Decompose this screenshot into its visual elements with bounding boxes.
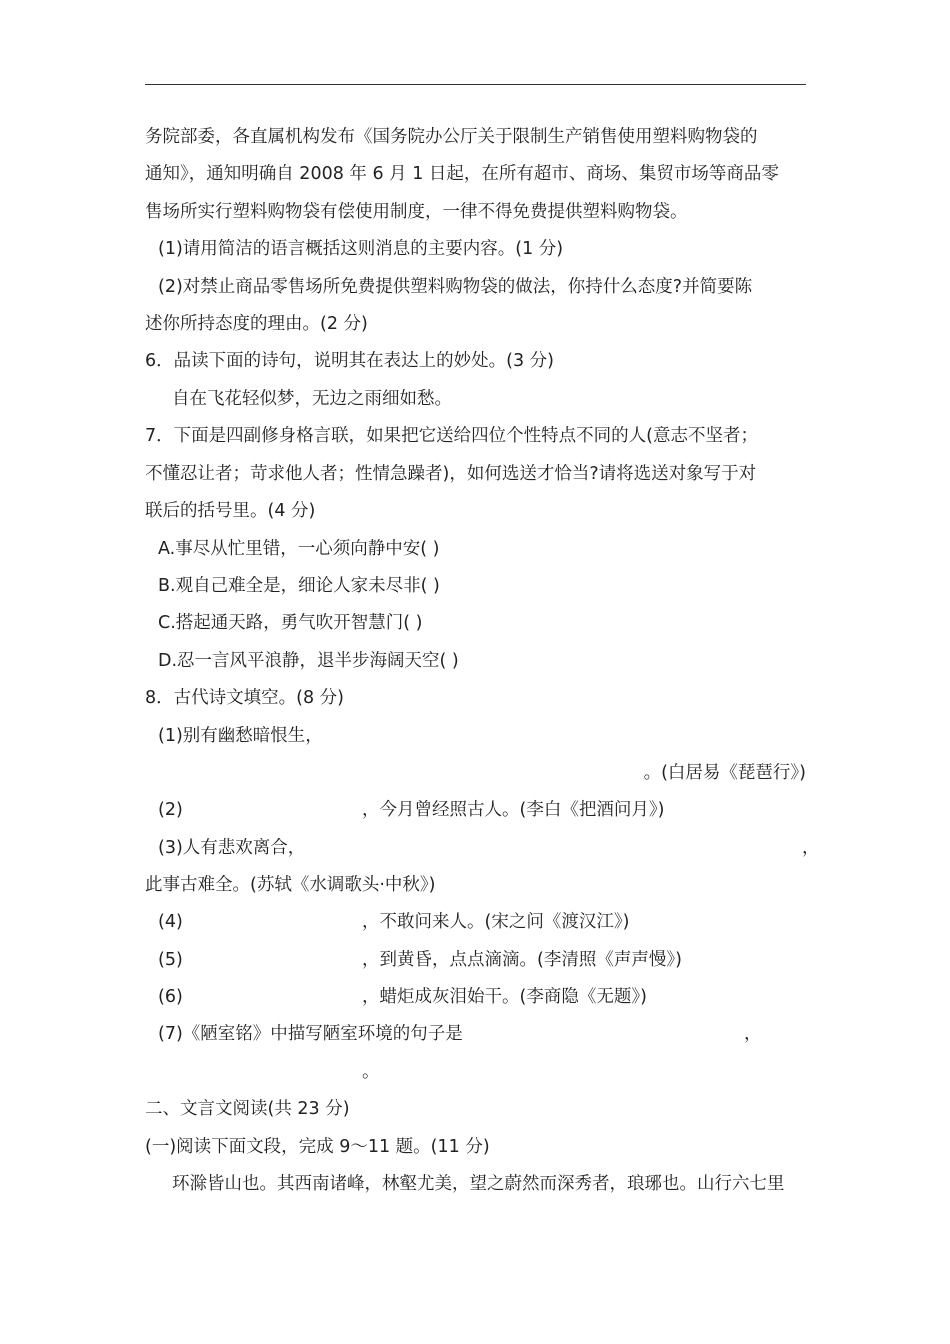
option-d: D.忍一言风平浪静，退半步海阔天空( ) xyxy=(158,651,459,671)
question-8: 8．古代诗文填空。(8 分) xyxy=(145,688,344,708)
question-7-cont: 联后的括号里。(4 分) xyxy=(145,501,316,521)
option-b: B.观自己难全是，细论人家未尽非( ) xyxy=(158,576,440,596)
question-7-cont: 不懂忍让者；苛求他人者；性情急躁者)，如何选送才恰当?请将选送对象写于对 xyxy=(145,464,757,484)
question-8-3-cont: 此事古难全。(苏轼《水调歌头·中秋》) xyxy=(145,875,436,895)
question-8-5-text: ，到黄昏，点点滴滴。(李清照《声声慢》) xyxy=(362,950,682,970)
question-5-1: (1)请用简洁的语言概括这则消息的主要内容。(1 分) xyxy=(158,239,564,259)
header-rule xyxy=(145,84,806,85)
question-8-1-source: 。(白居易《琵琶行》) xyxy=(643,763,806,783)
question-5-2-cont: 述你所持态度的理由。(2 分) xyxy=(145,314,368,334)
question-8-3: (3)人有悲欢离合， xyxy=(158,838,306,858)
paragraph-line: 通知》，通知明确自 2008 年 6 月 1 日起，在所有超市、商场、集贸市场等商品零 xyxy=(145,164,779,184)
question-8-3-comma: ， xyxy=(802,838,820,858)
paragraph-line: 售场所实行塑料购物袋有偿使用制度，一律不得免费提供塑料购物袋。 xyxy=(145,202,688,222)
section-heading: 二、文言文阅读(共 23 分) xyxy=(145,1099,350,1119)
question-6: 6．品读下面的诗句，说明其在表达上的妙处。(3 分) xyxy=(145,351,554,371)
passage-line: 环滁皆山也。其西南诸峰，林壑尤美，望之蔚然而深秀者，琅琊也。山行六七里 xyxy=(172,1174,785,1194)
option-c: C.搭起通天路，勇气吹开智慧门( ) xyxy=(158,613,423,633)
paragraph-line: 务院部委，各直属机构发布《国务院办公厅关于限制生产销售使用塑料购物袋的 xyxy=(145,127,758,147)
question-5-2: (2)对禁止商品零售场所免费提供塑料购物袋的做法，你持什么态度?并简要陈 xyxy=(158,277,753,297)
question-8-5-number: (5) xyxy=(158,950,183,970)
question-8-4-text: ，不敢问来人。(宋之问《渡汉江》) xyxy=(362,912,630,932)
option-a: A.事尽从忙里错，一心须向静中安( ) xyxy=(158,539,440,559)
question-8-4-number: (4) xyxy=(158,912,183,932)
question-6-poem: 自在飞花轻似梦，无边之雨细如愁。 xyxy=(172,389,452,409)
question-8-2-text: ，今月曾经照古人。(李白《把酒问月》) xyxy=(362,800,665,820)
question-7: 7．下面是四副修身格言联，如果把它送给四位个性特点不同的人(意志不坚者； xyxy=(145,426,758,446)
question-8-2-number: (2) xyxy=(158,800,183,820)
question-8-7: (7)《陋室铭》中描写陋室环境的句子是 xyxy=(158,1024,463,1044)
question-8-6-text: ，蜡炬成灰泪始干。(李商隐《无题》) xyxy=(362,987,647,1007)
question-8-7-end: 。 xyxy=(362,1062,380,1082)
sub-section-heading: (一)阅读下面文段，完成 9～11 题。(11 分) xyxy=(145,1137,490,1157)
question-8-7-comma: ， xyxy=(744,1024,762,1044)
question-8-6-number: (6) xyxy=(158,987,183,1007)
question-8-1: (1)别有幽愁暗恨生， xyxy=(158,726,323,746)
